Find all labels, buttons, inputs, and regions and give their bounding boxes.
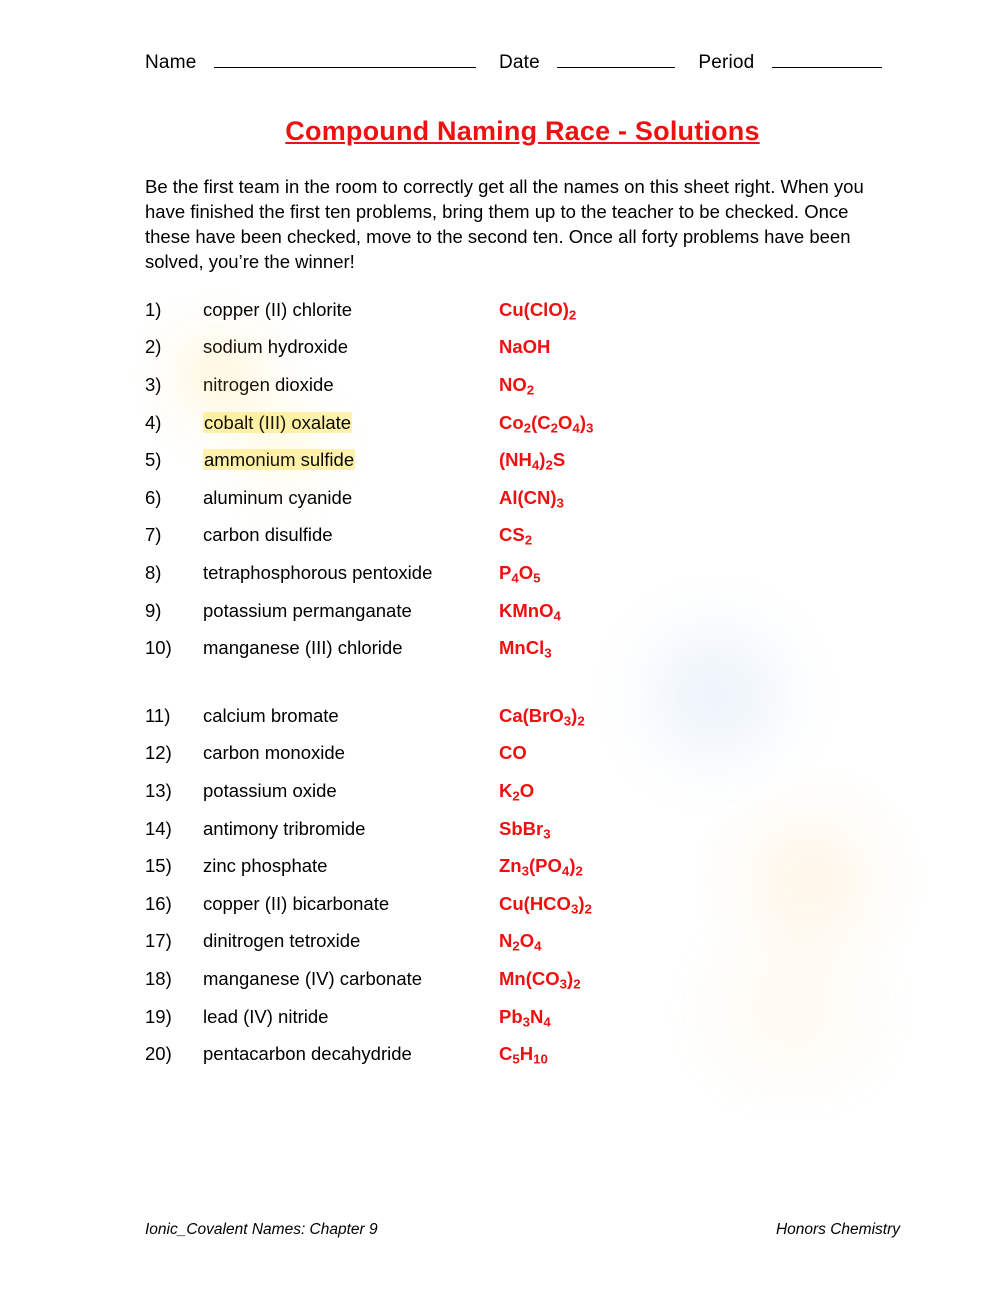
compound-name: copper (II) bicarbonate: [203, 892, 390, 914]
compound-formula: $C_5H_{10}$: [499, 1043, 548, 1067]
problem-number: 16): [145, 892, 172, 914]
table-row: [145, 562, 900, 600]
compound-formula: $Ca(BrO_3)_2$: [499, 704, 585, 729]
compound-name: tetraphosphorous pentoxide: [203, 562, 433, 584]
table-row: [145, 299, 900, 337]
compound-formula: NaOH: [499, 336, 551, 358]
problem-number: 1): [145, 298, 162, 320]
period-field[interactable]: [772, 67, 882, 68]
problem-number: 17): [145, 930, 172, 952]
compound-name: sodium hydroxide: [203, 336, 348, 358]
problem-number: 5): [145, 449, 162, 471]
problem-number: 10): [145, 637, 172, 659]
problem-number: 15): [145, 855, 172, 877]
date-field[interactable]: [557, 67, 675, 68]
compound-name-text: ammonium sulfide: [204, 449, 355, 471]
compound-name: lead (IV) nitride: [203, 1005, 329, 1027]
problem-number: 20): [145, 1043, 172, 1065]
compound-name: manganese (III) chloride: [203, 637, 403, 659]
table-row: [145, 637, 900, 675]
compound-formula: $Pb_3N_4$: [499, 1005, 551, 1030]
instructions-paragraph: Be the first team in the room to correctly get all the names on this sheet right. When you have finished the first ten problems, bring them up to the teacher to be checked. Once these have been checked, move to the second ten. Once all forty problems have been solved, you’re the winner!: [145, 176, 864, 272]
problem-number: 12): [145, 742, 172, 764]
compound-name: carbon disulfide: [203, 524, 333, 546]
name-field[interactable]: [214, 67, 476, 68]
problem-number: 3): [145, 374, 162, 396]
compound-name: [203, 449, 499, 471]
problem-list-block-2: [145, 705, 900, 1081]
page-footer: [145, 1221, 900, 1239]
table-row: [145, 705, 900, 743]
compound-formula: $Cu(ClO)_2$: [499, 298, 577, 323]
table-row: [145, 1043, 900, 1081]
compound-formula: $Zn_3(PO_4)_2$: [499, 855, 583, 879]
compound-formula: $Cu(HCO_3)_2$: [499, 892, 592, 917]
compound-formula: $CS_2$: [499, 524, 533, 549]
compound-name: carbon monoxide: [203, 742, 345, 764]
list-separator: [145, 675, 900, 705]
table-row: [145, 336, 900, 374]
compound-name: pentacarbon decahydride: [203, 1043, 412, 1065]
compound-name: [203, 412, 499, 434]
compound-formula: $NO_2$: [499, 374, 535, 398]
compound-formula: $Mn(CO_3)_2$: [499, 967, 581, 992]
compound-name: aluminum cyanide: [203, 486, 353, 508]
table-row: [145, 1006, 900, 1044]
page-title: Compound Naming Race - Solutions: [285, 116, 760, 146]
compound-name: copper (II) chlorite: [203, 298, 353, 320]
problem-number: 6): [145, 486, 162, 508]
table-row: [145, 855, 900, 893]
table-row: [145, 524, 900, 562]
table-row: [145, 374, 900, 412]
compound-formula: CO: [499, 742, 527, 764]
table-row: [145, 780, 900, 818]
problem-number: 19): [145, 1005, 172, 1027]
compound-formula: $(NH_4)_2S$: [499, 449, 566, 473]
compound-name: dinitrogen tetroxide: [203, 930, 361, 952]
name-label: Name: [145, 52, 197, 73]
compound-name: potassium permanganate: [203, 599, 412, 621]
problem-number: 8): [145, 562, 162, 584]
compound-formula: $P_4O_5$: [499, 562, 541, 586]
table-row: [145, 968, 900, 1006]
compound-name-text: cobalt (III) oxalate: [204, 411, 352, 433]
compound-formula: SbBr$_3$: [499, 817, 551, 842]
problem-number: 18): [145, 967, 172, 989]
compound-name: zinc phosphate: [203, 855, 328, 877]
problem-list-block-1: [145, 299, 900, 675]
table-row: [145, 742, 900, 780]
compound-formula: $N_2O_4$: [499, 930, 542, 955]
table-row: [145, 930, 900, 968]
compound-name: antimony tribromide: [203, 817, 366, 839]
problem-number: 2): [145, 336, 162, 358]
problem-number: 4): [145, 411, 162, 433]
problem-number: 14): [145, 817, 172, 839]
problem-number: 9): [145, 599, 162, 621]
compound-name: potassium oxide: [203, 780, 337, 801]
table-row: [145, 412, 900, 450]
compound-formula: MnCl$_3$: [499, 637, 552, 661]
compound-name: calcium bromate: [203, 704, 339, 726]
problem-number: 7): [145, 524, 162, 546]
problem-number: 13): [145, 780, 172, 801]
problem-number: 11): [145, 704, 171, 726]
period-label: Period: [698, 52, 755, 73]
table-row: [145, 449, 900, 487]
compound-formula: $Al(CN)_3$: [499, 486, 564, 511]
table-row: [145, 600, 900, 638]
compound-name: manganese (IV) carbonate: [203, 967, 423, 989]
table-row: [145, 893, 900, 931]
footer-right: Honors Chemistry: [775, 1221, 900, 1238]
compound-formula: $Co_2(C_2O_4)_3$: [499, 411, 594, 436]
footer-left: Ionic_Covalent Names: Chapter 9: [145, 1221, 378, 1238]
date-label: Date: [498, 52, 540, 73]
compound-name: nitrogen dioxide: [203, 374, 334, 396]
table-row: [145, 818, 900, 856]
table-row: [145, 487, 900, 525]
compound-formula: $K_2O$: [499, 780, 535, 804]
compound-formula: KMnO$_4$: [499, 599, 561, 624]
student-info-line: [145, 52, 900, 74]
